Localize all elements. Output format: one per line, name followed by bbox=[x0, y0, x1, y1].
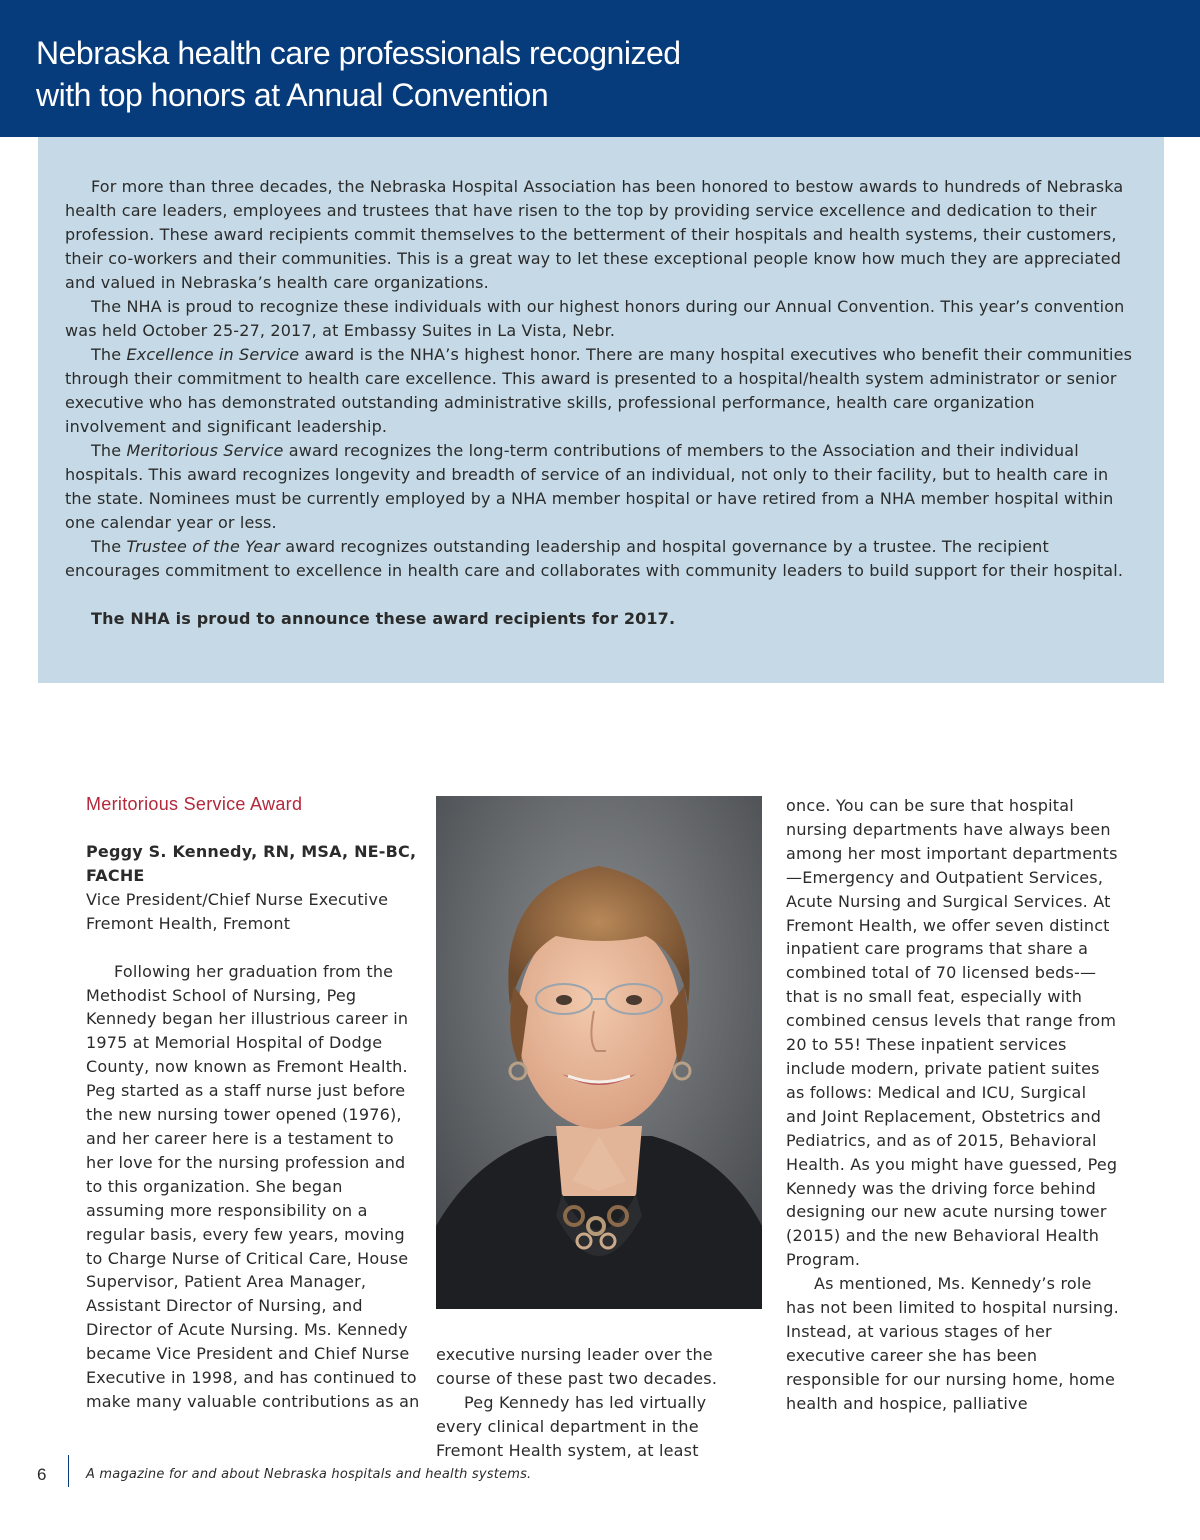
article-column-3 bbox=[786, 794, 1121, 1416]
intro-paragraph-4: The Meritorious Service award recognizes the long-term contributions of members to the Association and their individual hospitals. This award recognizes longevity and breadth of service of an individual, not only to their facility, but to health care in the state. Nominees must be currently employed by a NHA member hospital or have retired from a NHA member hospital within one calendar year or less. bbox=[65, 441, 1114, 532]
award-heading: Meritorious Service Award bbox=[86, 794, 303, 814]
article-column-1 bbox=[86, 792, 421, 1414]
article-paragraph-3: Peg Kennedy has led virtually every clinical department in the Fremont Health system, at least bbox=[436, 1392, 707, 1460]
intro-paragraph-1: For more than three decades, the Nebraska Hospital Association has been honored to bestow awards to hundreds of Nebraska health care leaders, employees and trustees that have risen to the top by providing service excellence and dedication to their profession. These award recipients commit themselves to the betterment of their hospitals and health systems, their customers, their co-workers and their communities. This is a great way to let these exceptional people know how much they are appreciated and valued in Nebraska’s health care organizations. bbox=[65, 177, 1124, 292]
intro-closing: The NHA is proud to announce these award recipients for 2017. bbox=[91, 609, 676, 628]
recipient-organization: Fremont Health, Fremont bbox=[86, 913, 291, 933]
article-paragraph-1: Following her graduation from the Methodist School of Nursing, Peg Kennedy began her illustrious career in 1975 at Memorial Hospital of Dodge County, now known as Fremont Health. Peg started as a staff nurse just before the new nursing tower opened (1976), and her career here is a testament to her love for the nursing profession and to this organization. She began assuming more responsibility on a regular basis, every few years, moving to Charge Nurse of Critical Care, House Supervisor, Patient Area Manager, Assistant Director of Nursing, and Director of Acute Nursing. Ms. Kennedy became Vice President and Chief Nurse Executive in 1998, and has continued to make many valuable contributions as an bbox=[86, 961, 420, 1411]
article-paragraph-4: once. You can be sure that hospital nursing departments have always been among her most important departments—Emergency and Outpatient Services, Acute Nursing and Surgical Services. At Fremont Health, we offer seven distinct inpatient care programs that share a combined total of 70 licensed beds-—that is no small feat, especially with combined census levels that range from 20 to 55! These inpatient services include modern, private patient suites as follows: Medical and ICU, Surgical and Joint Replacement, Obstetrics and Pediatrics, and as of 2015, Behavioral Health. As you might have guessed, Peg Kennedy was the driving force behind designing our new acute nursing tower (2015) and the new Behavioral Health Program. bbox=[786, 796, 1118, 1270]
recipient-name: Peggy S. Kennedy, RN, MSA, NE-BC, FACHE bbox=[86, 842, 417, 885]
excellence-in-service-term: Excellence in Service bbox=[126, 345, 300, 364]
article-column-2 bbox=[436, 1343, 756, 1463]
meritorious-service-term: Meritorious Service bbox=[126, 441, 284, 460]
portrait-photo bbox=[436, 796, 762, 1309]
header-banner bbox=[0, 0, 1200, 137]
intro-paragraph-3: The Excellence in Service award is the NHA’s highest honor. There are many hospital executives who benefit their communities through their commitment to health care excellence. This award is presented to a hospital/health system administrator or senior executive who has demonstrated outstanding administrative skills, professional performance, health care organization involvement and significant leadership. bbox=[65, 345, 1133, 436]
page-title: Nebraska health care professionals recognized with top honors at Annual Convention bbox=[36, 35, 681, 113]
intro-paragraph-2: The NHA is proud to recognize these individuals with our highest honors during our Annual Convention. This year’s convention was held October 25-27, 2017, at Embassy Suites in La Vista, Nebr. bbox=[65, 297, 1125, 340]
recipient-title: Vice President/Chief Nurse Executive bbox=[86, 889, 389, 909]
article-paragraph-2: executive nursing leader over the course of these past two decades. bbox=[436, 1345, 718, 1388]
footer-divider bbox=[68, 1455, 69, 1487]
page-number: 6 bbox=[37, 1465, 47, 1484]
trustee-of-the-year-term: Trustee of the Year bbox=[126, 537, 281, 556]
article-paragraph-5: As mentioned, Ms. Kennedy’s role has not been limited to hospital nursing. Instead, at various stages of her executive career she has been responsible for our nursing home, home health and hospice, palliative bbox=[786, 1274, 1119, 1413]
intro-box bbox=[38, 137, 1164, 683]
intro-paragraph-5: The Trustee of the Year award recognizes outstanding leadership and hospital governance by a trustee. The recipient encourages commitment to excellence in health care and collaborates with community leaders to build support for their hospital. bbox=[65, 537, 1124, 580]
footer-tagline: A magazine for and about Nebraska hospitals and health systems. bbox=[86, 1467, 532, 1482]
